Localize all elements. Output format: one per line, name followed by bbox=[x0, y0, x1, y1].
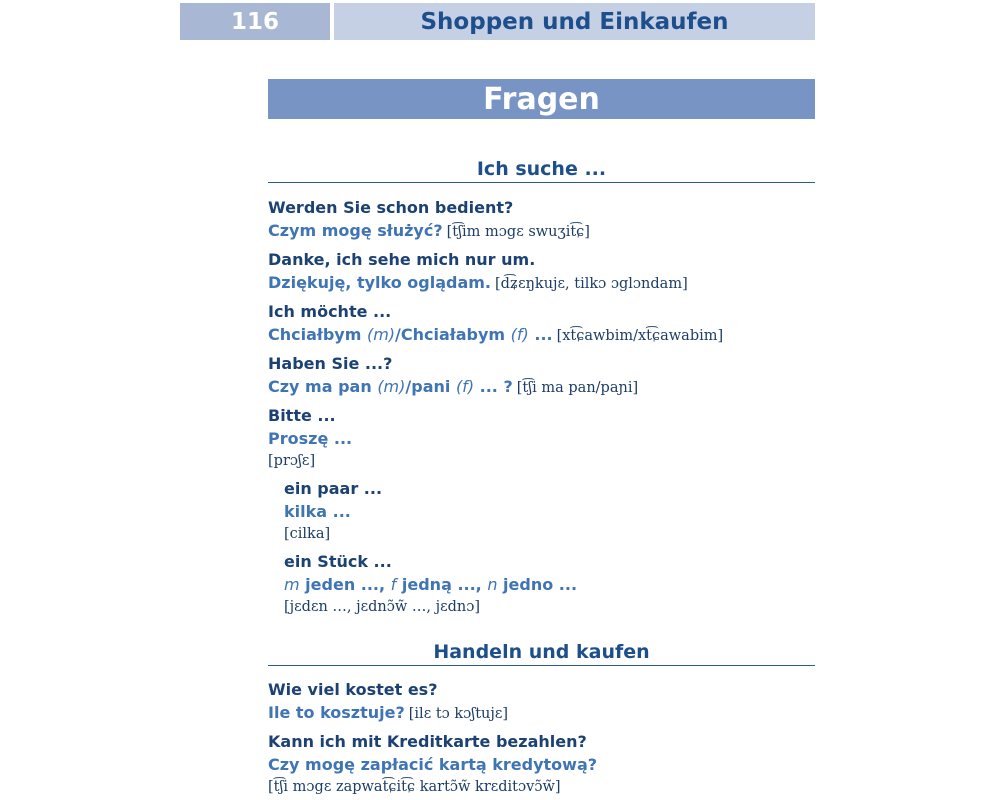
phrase-entry-sub bbox=[268, 478, 828, 546]
polish-phrase bbox=[268, 375, 828, 400]
polish-text: Czy ma pan bbox=[268, 377, 372, 396]
ellipsis: ... bbox=[534, 325, 553, 344]
section-title: Fragen bbox=[268, 79, 815, 119]
page-number: 116 bbox=[180, 3, 330, 40]
polish-phrase: Czy mogę zapłacić kartą kredytową? bbox=[268, 755, 598, 774]
pronunciation: [ilɛ tɔ kɔʃtujɛ] bbox=[408, 706, 509, 722]
pronunciation: [d͡ʑɛŋkujɛ, tilkɔ ɔglɔndam] bbox=[495, 276, 688, 292]
polish-phrase: kilka ... bbox=[284, 502, 351, 521]
german-phrase: Bitte ... bbox=[268, 406, 336, 425]
phrase-entry bbox=[268, 249, 828, 296]
phrase-entry bbox=[268, 679, 828, 726]
ellipsis: ... ? bbox=[479, 377, 513, 396]
pronunciation: [xt͡ɕawbim/xt͡ɕawabim] bbox=[556, 328, 724, 344]
phrase-entry bbox=[268, 353, 828, 400]
subsection-title-ich-suche: Ich suche ... bbox=[268, 158, 815, 183]
pronunciation: [t͡ʃi mɔgɛ zapwat͡ɕit͡ɕ kartɔ̃w̃ krɛditɔvɔ̃w̃] bbox=[268, 779, 561, 795]
entry-list-ich-suche bbox=[268, 197, 828, 624]
pronunciation: [jɛdɛn …, jɛdnɔ̃w̃ …, jɛdnɔ] bbox=[284, 599, 481, 615]
polish-phrase bbox=[268, 323, 828, 348]
gender-marker: n bbox=[487, 575, 498, 594]
polish-text: jedno ... bbox=[503, 575, 578, 594]
pronunciation: [t͡ʃi ma pan/paɲi] bbox=[516, 380, 639, 396]
chapter-title: Shoppen und Einkaufen bbox=[334, 3, 815, 40]
gender-marker: (m) bbox=[377, 377, 406, 396]
entry-list-handeln bbox=[268, 679, 828, 800]
polish-text: Czym mogę służyć? bbox=[268, 221, 443, 240]
german-phrase: Werden Sie schon bedient? bbox=[268, 198, 514, 217]
polish-phrase: Proszę ... bbox=[268, 429, 353, 448]
polish-phrase bbox=[268, 219, 828, 244]
phrase-entry bbox=[268, 301, 828, 348]
german-phrase: Danke, ich sehe mich nur um. bbox=[268, 250, 536, 269]
polish-text: jedną ..., bbox=[401, 575, 482, 594]
polish-phrase bbox=[268, 701, 828, 726]
polish-text: Ile to kosztuje? bbox=[268, 703, 405, 722]
gender-marker: (m) bbox=[366, 325, 396, 344]
phrase-entry bbox=[268, 731, 828, 799]
phrase-entry bbox=[268, 197, 828, 244]
gender-marker: m bbox=[284, 575, 300, 594]
gender-marker: (f) bbox=[510, 325, 529, 344]
polish-phrase bbox=[268, 271, 828, 296]
polish-text: jeden ..., bbox=[305, 575, 386, 594]
polish-text: pani bbox=[411, 377, 451, 396]
german-phrase: Haben Sie ...? bbox=[268, 354, 393, 373]
subsection-title-handeln: Handeln und kaufen bbox=[268, 641, 815, 666]
gender-marker: f bbox=[390, 575, 397, 594]
pronunciation: [t͡ʃim mɔgɛ swuʒit͡ɕ] bbox=[446, 224, 590, 240]
polish-text: Chciałbym bbox=[268, 325, 362, 344]
slash-separator: / bbox=[405, 377, 412, 396]
slash-separator: / bbox=[395, 325, 401, 344]
gender-marker: (f) bbox=[455, 377, 475, 396]
polish-phrase bbox=[284, 573, 828, 596]
page-header bbox=[180, 3, 815, 40]
german-phrase: Kann ich mit Kreditkarte bezahlen? bbox=[268, 732, 587, 751]
polish-text: Chciałabym bbox=[400, 325, 506, 344]
german-phrase: ein Stück ... bbox=[284, 552, 392, 571]
pronunciation: [cilka] bbox=[284, 526, 331, 542]
german-phrase: Wie viel kostet es? bbox=[268, 680, 438, 699]
pronunciation: [prɔʃɛ] bbox=[268, 453, 316, 469]
german-phrase: Ich möchte ... bbox=[268, 302, 392, 321]
phrase-entry bbox=[268, 405, 828, 473]
phrase-entry-sub bbox=[268, 551, 828, 619]
german-phrase: ein paar ... bbox=[284, 479, 383, 498]
polish-text: Dziękuję, tylko oglądam. bbox=[268, 273, 492, 292]
